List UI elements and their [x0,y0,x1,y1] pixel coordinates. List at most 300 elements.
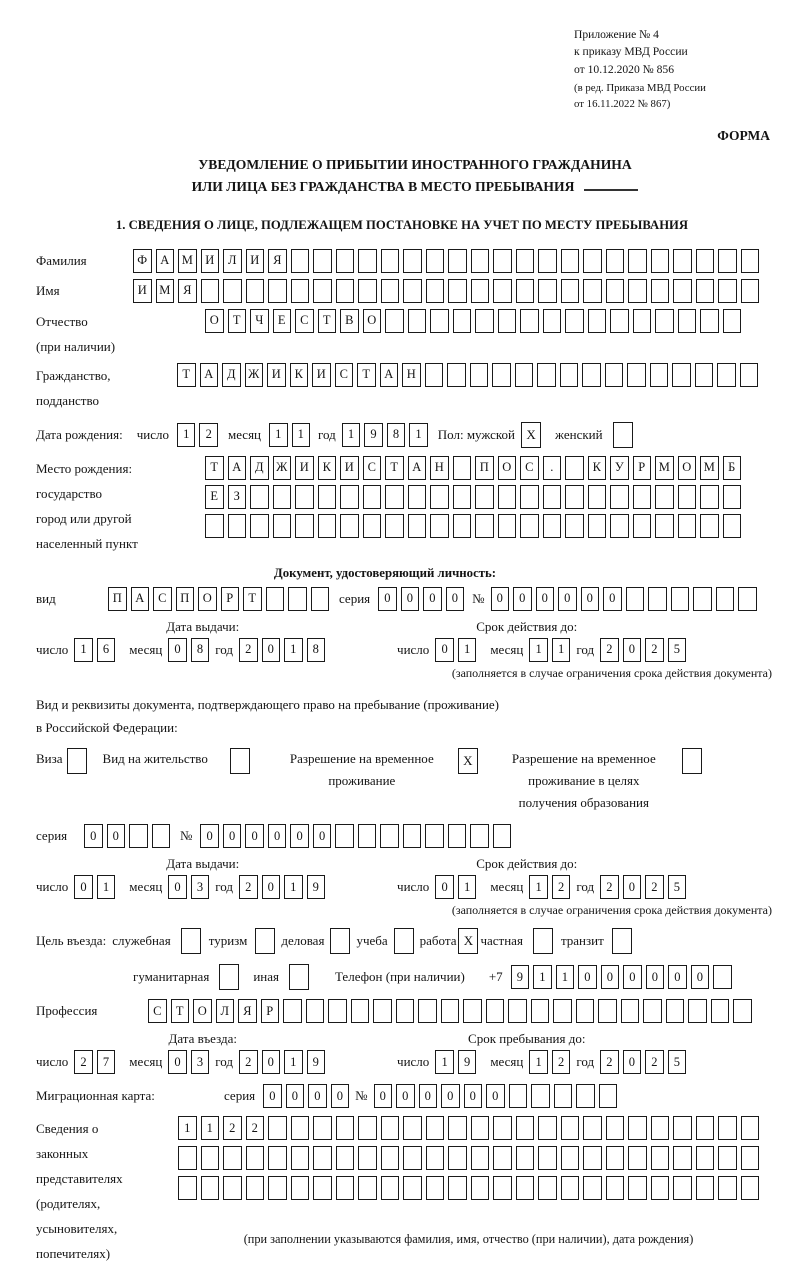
char-cell[interactable] [448,1176,467,1200]
char-cell[interactable]: 1 [74,638,93,662]
char-cell[interactable]: 1 [529,875,548,899]
char-cell[interactable]: Т [243,587,262,611]
char-cell[interactable]: И [201,249,220,273]
char-cell[interactable] [453,456,472,480]
char-cell[interactable] [358,1146,377,1170]
char-cell[interactable] [475,309,494,333]
char-cell[interactable]: О [198,587,217,611]
char-cell[interactable] [598,999,617,1023]
char-cell[interactable] [700,485,719,509]
char-cell[interactable]: Н [402,363,421,387]
char-cell[interactable] [672,363,691,387]
char-cell[interactable]: Д [222,363,241,387]
char-cell[interactable] [381,249,400,273]
char-cell[interactable]: 0 [423,587,442,611]
char-cell[interactable]: 1 [529,638,548,662]
char-cell[interactable]: С [153,587,172,611]
char-cell[interactable] [509,1084,528,1108]
char-cell[interactable] [291,279,310,303]
char-cell[interactable]: 0 [84,824,103,848]
char-cell[interactable] [673,1146,692,1170]
char-cell[interactable] [610,485,629,509]
char-cell[interactable] [561,1146,580,1170]
char-cell[interactable] [583,1116,602,1140]
visa-checkbox[interactable] [67,748,87,774]
char-cell[interactable]: 8 [387,423,406,447]
char-cell[interactable] [425,363,444,387]
char-cell[interactable] [336,279,355,303]
purpose-work-checkbox[interactable]: X [458,928,478,954]
char-cell[interactable] [628,1176,647,1200]
char-cell[interactable]: И [340,456,359,480]
char-cell[interactable]: Л [216,999,235,1023]
char-cell[interactable] [313,249,332,273]
char-cell[interactable] [306,999,325,1023]
purpose-tourism-checkbox[interactable] [255,928,275,954]
char-cell[interactable] [448,824,467,848]
char-cell[interactable] [633,485,652,509]
char-cell[interactable]: О [193,999,212,1023]
char-cell[interactable] [531,1084,550,1108]
char-cell[interactable] [403,1176,422,1200]
char-cell[interactable] [430,309,449,333]
char-cell[interactable] [700,514,719,538]
char-cell[interactable] [561,279,580,303]
char-cell[interactable]: П [176,587,195,611]
char-cell[interactable]: 1 [533,965,552,989]
char-cell[interactable] [588,485,607,509]
char-cell[interactable]: Т [357,363,376,387]
char-cell[interactable] [651,1116,670,1140]
char-cell[interactable] [688,999,707,1023]
char-cell[interactable]: И [133,279,152,303]
char-cell[interactable]: 1 [458,875,477,899]
char-cell[interactable] [610,514,629,538]
char-cell[interactable] [583,279,602,303]
char-cell[interactable]: 1 [556,965,575,989]
char-cell[interactable]: 6 [97,638,116,662]
char-cell[interactable]: 0 [107,824,126,848]
char-cell[interactable] [351,999,370,1023]
char-cell[interactable] [520,514,539,538]
char-cell[interactable] [515,363,534,387]
char-cell[interactable] [606,249,625,273]
char-cell[interactable] [313,1176,332,1200]
char-cell[interactable] [273,485,292,509]
char-cell[interactable] [426,279,445,303]
char-cell[interactable] [627,363,646,387]
char-cell[interactable] [471,249,490,273]
char-cell[interactable] [313,1116,332,1140]
char-cell[interactable]: 0 [262,638,281,662]
char-cell[interactable]: 8 [307,638,326,662]
char-cell[interactable]: 5 [668,875,687,899]
char-cell[interactable] [673,279,692,303]
char-cell[interactable] [583,1176,602,1200]
char-cell[interactable] [673,1176,692,1200]
char-cell[interactable]: З [228,485,247,509]
char-cell[interactable]: 9 [307,875,326,899]
char-cell[interactable] [493,824,512,848]
char-cell[interactable] [385,485,404,509]
char-cell[interactable] [516,279,535,303]
char-cell[interactable] [453,309,472,333]
char-cell[interactable]: Т [385,456,404,480]
char-cell[interactable]: С [520,456,539,480]
char-cell[interactable] [741,1176,760,1200]
char-cell[interactable]: 0 [263,1084,282,1108]
char-cell[interactable] [381,1176,400,1200]
char-cell[interactable] [516,249,535,273]
char-cell[interactable]: 0 [374,1084,393,1108]
char-cell[interactable] [633,514,652,538]
char-cell[interactable]: 1 [458,638,477,662]
male-sex-checkbox[interactable]: X [521,422,541,448]
char-cell[interactable]: 1 [284,638,303,662]
char-cell[interactable] [403,249,422,273]
char-cell[interactable] [471,1146,490,1170]
char-cell[interactable] [740,363,759,387]
char-cell[interactable]: 3 [191,1050,210,1074]
char-cell[interactable] [223,1176,242,1200]
char-cell[interactable] [651,1176,670,1200]
char-cell[interactable] [605,363,624,387]
char-cell[interactable]: 2 [645,1050,664,1074]
char-cell[interactable] [741,279,760,303]
char-cell[interactable] [696,1146,715,1170]
char-cell[interactable] [471,1116,490,1140]
char-cell[interactable] [380,824,399,848]
char-cell[interactable] [678,485,697,509]
char-cell[interactable]: С [148,999,167,1023]
char-cell[interactable] [385,309,404,333]
char-cell[interactable]: 0 [558,587,577,611]
char-cell[interactable]: 2 [552,875,571,899]
char-cell[interactable] [470,363,489,387]
char-cell[interactable]: Я [268,249,287,273]
char-cell[interactable]: И [312,363,331,387]
char-cell[interactable]: Е [273,309,292,333]
char-cell[interactable] [565,514,584,538]
char-cell[interactable] [700,309,719,333]
char-cell[interactable] [425,824,444,848]
char-cell[interactable]: 0 [601,965,620,989]
char-cell[interactable]: 1 [529,1050,548,1074]
char-cell[interactable] [492,363,511,387]
char-cell[interactable] [741,1146,760,1170]
char-cell[interactable] [554,1084,573,1108]
char-cell[interactable] [650,363,669,387]
char-cell[interactable] [408,309,427,333]
char-cell[interactable]: 9 [458,1050,477,1074]
char-cell[interactable] [543,309,562,333]
char-cell[interactable] [205,514,224,538]
char-cell[interactable]: С [295,309,314,333]
char-cell[interactable] [538,249,557,273]
char-cell[interactable]: М [700,456,719,480]
char-cell[interactable] [471,1176,490,1200]
char-cell[interactable] [381,279,400,303]
char-cell[interactable]: К [318,456,337,480]
char-cell[interactable] [576,999,595,1023]
char-cell[interactable]: В [340,309,359,333]
char-cell[interactable] [516,1116,535,1140]
char-cell[interactable]: П [108,587,127,611]
char-cell[interactable] [651,249,670,273]
char-cell[interactable] [538,279,557,303]
char-cell[interactable]: 2 [552,1050,571,1074]
purpose-transit-checkbox[interactable] [612,928,632,954]
char-cell[interactable] [448,279,467,303]
char-cell[interactable]: 0 [200,824,219,848]
char-cell[interactable]: Т [171,999,190,1023]
char-cell[interactable]: 0 [268,824,287,848]
char-cell[interactable] [718,249,737,273]
char-cell[interactable] [246,1146,265,1170]
char-cell[interactable]: О [363,309,382,333]
char-cell[interactable]: С [335,363,354,387]
char-cell[interactable] [396,999,415,1023]
char-cell[interactable]: 5 [668,1050,687,1074]
char-cell[interactable]: 0 [491,587,510,611]
char-cell[interactable] [741,1116,760,1140]
char-cell[interactable]: 0 [74,875,93,899]
char-cell[interactable]: 5 [668,638,687,662]
char-cell[interactable] [291,1176,310,1200]
char-cell[interactable]: 1 [178,1116,197,1140]
char-cell[interactable]: 0 [168,875,187,899]
char-cell[interactable] [693,587,712,611]
char-cell[interactable] [583,249,602,273]
char-cell[interactable] [318,514,337,538]
char-cell[interactable] [358,824,377,848]
char-cell[interactable] [741,249,760,273]
char-cell[interactable]: 9 [307,1050,326,1074]
char-cell[interactable]: О [205,309,224,333]
char-cell[interactable] [606,1176,625,1200]
char-cell[interactable] [266,587,285,611]
char-cell[interactable]: Ж [273,456,292,480]
char-cell[interactable] [565,309,584,333]
char-cell[interactable] [588,514,607,538]
char-cell[interactable] [673,249,692,273]
char-cell[interactable] [588,309,607,333]
char-cell[interactable] [655,485,674,509]
char-cell[interactable] [318,485,337,509]
char-cell[interactable] [328,999,347,1023]
char-cell[interactable]: 1 [552,638,571,662]
char-cell[interactable]: А [228,456,247,480]
char-cell[interactable]: Д [250,456,269,480]
char-cell[interactable] [696,249,715,273]
char-cell[interactable]: 1 [342,423,361,447]
purpose-study-checkbox[interactable] [394,928,414,954]
char-cell[interactable] [733,999,752,1023]
char-cell[interactable] [723,309,742,333]
char-cell[interactable]: 0 [623,875,642,899]
char-cell[interactable] [531,999,550,1023]
char-cell[interactable] [385,514,404,538]
char-cell[interactable] [295,485,314,509]
char-cell[interactable]: 0 [419,1084,438,1108]
char-cell[interactable] [628,1116,647,1140]
char-cell[interactable] [295,514,314,538]
char-cell[interactable]: Р [261,999,280,1023]
char-cell[interactable] [358,1176,377,1200]
char-cell[interactable] [628,279,647,303]
char-cell[interactable] [565,485,584,509]
char-cell[interactable]: 0 [168,638,187,662]
char-cell[interactable]: Р [221,587,240,611]
char-cell[interactable]: С [363,456,382,480]
char-cell[interactable]: А [156,249,175,273]
char-cell[interactable]: Л [223,249,242,273]
char-cell[interactable]: 0 [623,965,642,989]
purpose-humanitarian-checkbox[interactable] [219,964,239,990]
char-cell[interactable] [250,485,269,509]
education-residence-checkbox[interactable] [682,748,702,774]
char-cell[interactable] [718,1146,737,1170]
char-cell[interactable]: 1 [284,875,303,899]
char-cell[interactable] [628,249,647,273]
char-cell[interactable]: 0 [578,965,597,989]
char-cell[interactable] [311,587,330,611]
char-cell[interactable] [178,1146,197,1170]
char-cell[interactable] [470,824,489,848]
char-cell[interactable] [606,1146,625,1170]
char-cell[interactable] [246,279,265,303]
char-cell[interactable] [430,485,449,509]
char-cell[interactable] [723,485,742,509]
char-cell[interactable] [246,1176,265,1200]
char-cell[interactable] [543,514,562,538]
char-cell[interactable]: Р [633,456,652,480]
char-cell[interactable] [651,1146,670,1170]
char-cell[interactable] [336,1176,355,1200]
char-cell[interactable]: 1 [177,423,196,447]
char-cell[interactable] [408,485,427,509]
char-cell[interactable] [723,514,742,538]
char-cell[interactable] [543,485,562,509]
char-cell[interactable]: 2 [645,875,664,899]
char-cell[interactable] [430,514,449,538]
char-cell[interactable]: 0 [245,824,264,848]
char-cell[interactable]: 0 [331,1084,350,1108]
char-cell[interactable] [201,1146,220,1170]
char-cell[interactable] [453,485,472,509]
char-cell[interactable] [493,1146,512,1170]
purpose-official-checkbox[interactable] [181,928,201,954]
char-cell[interactable] [553,999,572,1023]
char-cell[interactable]: 1 [292,423,311,447]
char-cell[interactable]: И [246,249,265,273]
char-cell[interactable] [655,309,674,333]
char-cell[interactable]: 0 [513,587,532,611]
char-cell[interactable]: Ф [133,249,152,273]
char-cell[interactable] [498,309,517,333]
char-cell[interactable] [671,587,690,611]
purpose-business-checkbox[interactable] [330,928,350,954]
char-cell[interactable]: 2 [239,638,258,662]
char-cell[interactable] [268,1116,287,1140]
char-cell[interactable] [453,514,472,538]
char-cell[interactable] [678,514,697,538]
char-cell[interactable] [403,279,422,303]
char-cell[interactable]: 0 [623,1050,642,1074]
char-cell[interactable] [381,1146,400,1170]
char-cell[interactable] [561,249,580,273]
char-cell[interactable] [696,279,715,303]
char-cell[interactable] [718,279,737,303]
purpose-other-checkbox[interactable] [289,964,309,990]
residence-permit-checkbox[interactable] [230,748,250,774]
char-cell[interactable] [268,1146,287,1170]
char-cell[interactable] [340,485,359,509]
char-cell[interactable]: Я [238,999,257,1023]
char-cell[interactable] [129,824,148,848]
char-cell[interactable]: У [610,456,629,480]
char-cell[interactable]: А [131,587,150,611]
char-cell[interactable] [538,1176,557,1200]
char-cell[interactable] [560,363,579,387]
char-cell[interactable]: 0 [646,965,665,989]
char-cell[interactable] [666,999,685,1023]
char-cell[interactable] [448,1116,467,1140]
char-cell[interactable] [633,309,652,333]
char-cell[interactable] [651,279,670,303]
char-cell[interactable]: А [380,363,399,387]
char-cell[interactable]: 9 [364,423,383,447]
char-cell[interactable] [463,999,482,1023]
char-cell[interactable]: 0 [446,587,465,611]
char-cell[interactable]: 2 [600,638,619,662]
char-cell[interactable] [336,1116,355,1140]
char-cell[interactable] [696,1176,715,1200]
char-cell[interactable] [448,1146,467,1170]
char-cell[interactable] [291,249,310,273]
char-cell[interactable]: 0 [290,824,309,848]
char-cell[interactable] [448,249,467,273]
char-cell[interactable] [538,1146,557,1170]
char-cell[interactable] [565,456,584,480]
char-cell[interactable] [418,999,437,1023]
char-cell[interactable] [441,999,460,1023]
char-cell[interactable] [250,514,269,538]
char-cell[interactable] [223,1146,242,1170]
char-cell[interactable] [561,1176,580,1200]
char-cell[interactable]: Т [177,363,196,387]
char-cell[interactable] [340,514,359,538]
char-cell[interactable]: 2 [239,1050,258,1074]
char-cell[interactable]: И [295,456,314,480]
char-cell[interactable] [358,249,377,273]
char-cell[interactable]: М [655,456,674,480]
char-cell[interactable] [508,999,527,1023]
char-cell[interactable] [516,1146,535,1170]
char-cell[interactable]: О [678,456,697,480]
char-cell[interactable]: 0 [435,638,454,662]
char-cell[interactable]: 2 [600,1050,619,1074]
char-cell[interactable]: 1 [201,1116,220,1140]
char-cell[interactable] [628,1146,647,1170]
char-cell[interactable] [498,485,517,509]
char-cell[interactable] [288,587,307,611]
char-cell[interactable] [486,999,505,1023]
char-cell[interactable] [373,999,392,1023]
char-cell[interactable]: 1 [97,875,116,899]
char-cell[interactable] [493,279,512,303]
char-cell[interactable] [561,1116,580,1140]
